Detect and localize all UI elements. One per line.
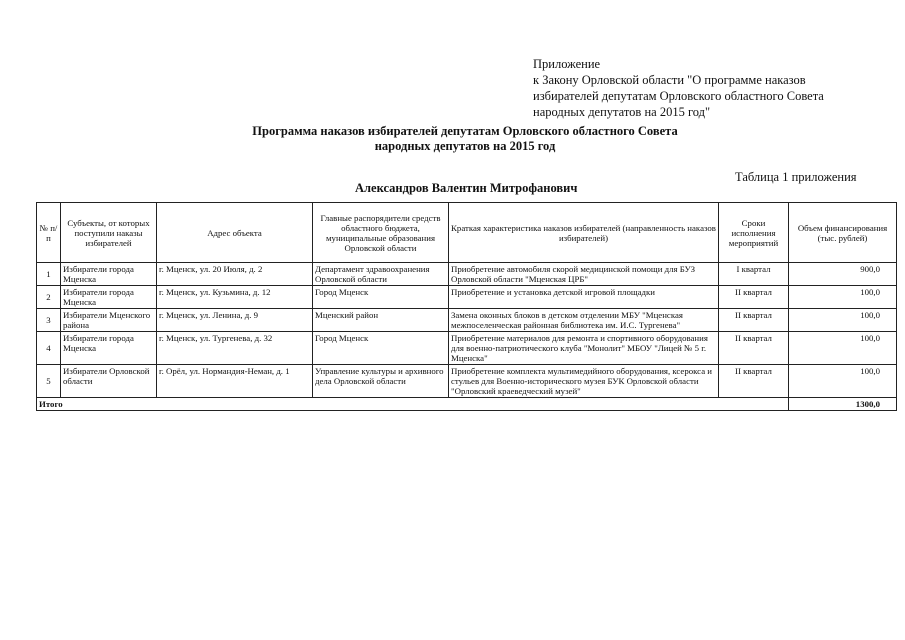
deputy-name: Александров Валентин Митрофанович	[355, 181, 578, 195]
title-line-2: народных депутатов на 2015 год	[374, 139, 556, 153]
term-cell: II квартал	[719, 365, 789, 398]
row-number: 2	[37, 286, 61, 309]
header-cell: № п/п	[37, 203, 61, 263]
table-row	[37, 286, 897, 309]
total-row	[37, 398, 897, 411]
subject-cell: Избиратели города Мценска	[61, 286, 157, 309]
table-row	[37, 365, 897, 398]
row-number: 4	[37, 332, 61, 365]
term-cell: II квартал	[719, 332, 789, 365]
amount-cell: 100,0	[789, 286, 897, 309]
header-cell: Объем финансирования (тыс. рублей)	[789, 203, 897, 263]
appendix-line: народных депутатов на 2015 год"	[533, 105, 711, 119]
description-cell: Приобретение материалов для ремонта и спортивного оборудования для военно-патриотического клуба "Монолит" МБОУ "Лицей № 5 г. Мценска"	[449, 332, 719, 365]
subject-cell: Избиратели Орловской области	[61, 365, 157, 398]
subject-cell: Избиратели города Мценска	[61, 263, 157, 286]
manager-cell: Город Мценск	[313, 332, 449, 365]
manager-cell: Мценский район	[313, 309, 449, 332]
description-cell: Приобретение и установка детской игровой площадки	[449, 286, 719, 309]
subject-cell: Избиратели Мценского района	[61, 309, 157, 332]
manager-cell: Город Мценск	[313, 286, 449, 309]
description-cell: Приобретение автомобиля скорой медицинской помощи для БУЗ Орловской области "Мценская ЦРБ"	[449, 263, 719, 286]
total-amount: 1300,0	[789, 398, 897, 411]
header-cell: Адрес объекта	[157, 203, 313, 263]
address-cell: г. Орёл, ул. Нормандия-Неман, д. 1	[157, 365, 313, 398]
address-cell: г. Мценск, ул. Тургенева, д. 32	[157, 332, 313, 365]
address-cell: г. Мценск, ул. Кузьмина, д. 12	[157, 286, 313, 309]
address-cell: г. Мценск, ул. 20 Июля, д. 2	[157, 263, 313, 286]
appendix-line: Приложение	[533, 57, 601, 71]
address-cell: г. Мценск, ул. Ленина, д. 9	[157, 309, 313, 332]
term-cell: II квартал	[719, 309, 789, 332]
total-label: Итого	[37, 398, 789, 411]
manager-cell: Департамент здравоохранения Орловской области	[313, 263, 449, 286]
manager-cell: Управление культуры и архивного дела Орловской области	[313, 365, 449, 398]
amount-cell: 100,0	[789, 309, 897, 332]
table-row	[37, 263, 897, 286]
amount-cell: 900,0	[789, 263, 897, 286]
appendix-line: к Закону Орловской области "О программе наказов	[533, 73, 806, 87]
amount-cell: 100,0	[789, 365, 897, 398]
term-cell: I квартал	[719, 263, 789, 286]
amount-cell: 100,0	[789, 332, 897, 365]
row-number: 3	[37, 309, 61, 332]
row-number: 5	[37, 365, 61, 398]
document-title	[150, 124, 780, 154]
appendix-block	[533, 56, 873, 120]
row-number: 1	[37, 263, 61, 286]
header-cell: Краткая характеристика наказов избирателей (направленность наказов избирателей)	[449, 203, 719, 263]
description-cell: Замена оконных блоков в детском отделении МБУ "Мценская межпоселенческая районная библиотека им. И.С. Тургенева"	[449, 309, 719, 332]
term-cell: II квартал	[719, 286, 789, 309]
table-header-row	[37, 203, 897, 263]
header-cell: Субъекты, от которых поступили наказы избирателей	[61, 203, 157, 263]
table-row	[37, 332, 897, 365]
orders-table	[36, 202, 897, 411]
description-cell: Приобретение комплекта мультимедийного оборудования, ксерокса и стульев для Военно-исторического музея БУК Орловской области "Орловский краеведческий музей"	[449, 365, 719, 398]
table-reference: Таблица 1 приложения	[735, 170, 857, 184]
table-row	[37, 309, 897, 332]
subject-cell: Избиратели города Мценска	[61, 332, 157, 365]
header-cell: Главные распорядители средств областного бюджета, муниципальные образования Орловской области	[313, 203, 449, 263]
header-cell: Сроки исполнения мероприятий	[719, 203, 789, 263]
title-line-1: Программа наказов избирателей депутатам Орловского областного Совета	[252, 124, 678, 138]
appendix-line: избирателей депутатам Орловского областного Совета	[533, 89, 824, 103]
